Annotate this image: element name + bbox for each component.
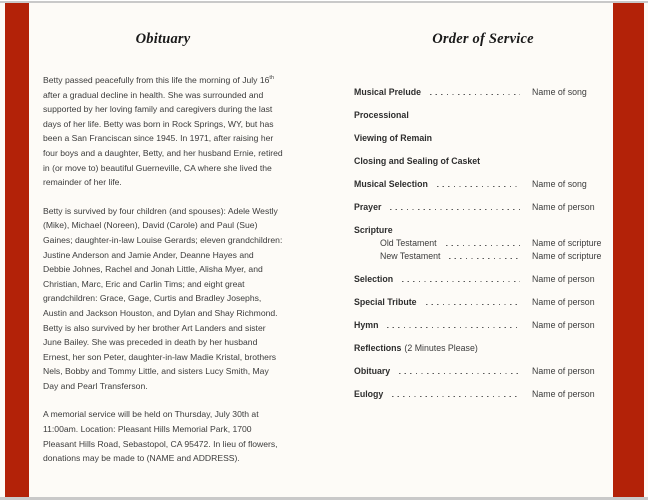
dotted-leader — [449, 258, 520, 259]
service-item-label: Selection — [354, 274, 394, 284]
service-item-processional — [354, 110, 612, 121]
dotted-leader — [430, 94, 520, 95]
dotted-leader — [392, 396, 520, 397]
service-item-special-tribute — [354, 297, 612, 308]
obituary-paragraph-2: Betty is survived by four children (and spouses): Adele Westly (Mike), Michael (Noreen), David (Carole) and Paul (Sue) Gaines; daughter-in-law Louise Gerards; eleven grandchildren: Justine Anderson and Jamie Ander, Deanne Hayes and Debbie Johnes, Rachel and Jonah Little, Alisha Myer, and Christian, Marc, Eric and Carlin Tims; and eight great grandchildren: Grace, Gage, Curtis and Bradley Josephs, Austin and Jackson Houston, and Dylan and Shay Richmond. Betty is also survived by her brother Art Landers and sister June Bailey. She was preceded in death by her husband Ernest, her son Peter, daughter-in-law Madie Kristal, brothers Nels, Bobby and Tommy Little, and sisters Lucy Smith, May Day and Pearl Transferson. — [43, 205, 283, 391]
service-item-label: Musical Prelude — [354, 87, 421, 97]
service-item-obituary — [354, 366, 612, 377]
service-subitem-label: New Testament — [380, 251, 441, 261]
service-item-label: Eulogy — [354, 389, 384, 399]
order-of-service-page — [354, 30, 612, 412]
order-of-service-title: Order of Service — [432, 31, 534, 47]
obituary-body — [43, 73, 283, 466]
service-item-label: Closing and Sealing of Casket — [354, 156, 481, 166]
service-subitem-value: Name of scripture — [532, 238, 602, 248]
service-item-label: Prayer — [354, 202, 382, 212]
service-item-musical-prelude — [354, 87, 612, 98]
service-item-viewing-of-remain — [354, 133, 612, 144]
service-item-closing-and-sealing — [354, 156, 612, 167]
service-subitem-value: Name of scripture — [532, 251, 602, 261]
dotted-leader — [390, 209, 520, 210]
order-of-service-list — [354, 87, 612, 400]
service-item-label: Obituary — [354, 366, 391, 376]
service-item-prayer — [354, 202, 612, 213]
service-item-value: Name of song — [532, 87, 587, 97]
date-ordinal-superscript: th — [269, 75, 275, 82]
service-subitem-label: Old Testament — [380, 238, 437, 248]
service-item-hymn — [354, 320, 612, 331]
service-item-scripture — [354, 225, 612, 236]
service-item-note: (2 Minutes Please) — [404, 343, 478, 353]
obituary-paragraph-3: A memorial service will be held on Thursday, July 30th at 11:00am. Location: Pleasant Hills Memorial Park, 1700 Pleasant Hills Road, Sebastopol, CA 95472. In lieu of flowers, donations may be made to (NAME and ADDRESS). — [43, 409, 278, 464]
dotted-leader — [437, 186, 520, 187]
service-subitem-old-testament — [380, 238, 612, 249]
service-item-value: Name of person — [532, 389, 595, 399]
service-item-eulogy — [354, 389, 612, 400]
service-item-musical-selection — [354, 179, 612, 190]
service-item-label: Hymn — [354, 320, 379, 330]
service-item-value: Name of song — [532, 179, 587, 189]
service-item-label: Viewing of Remain — [354, 133, 433, 143]
obituary-paragraph-1-rest: after a gradual decline in health. She was surrounded and supported by her loving family and caregivers during the last days of her life. Betty was born in Rock Springs, WY, but has been a San Franciscan since 1945. In 1971, after raising her four boys and a daughter, Betty, and her husband Ernie, retired in (or move to) beautiful Guerneville, CA where she lived the remainder of her life. — [43, 89, 283, 188]
program-sheet — [0, 1, 648, 500]
dotted-leader — [426, 304, 520, 305]
service-item-value: Name of person — [532, 297, 595, 307]
service-item-label: Reflections — [354, 343, 402, 353]
service-item-value: Name of person — [532, 320, 595, 330]
service-item-value: Name of person — [532, 366, 595, 376]
obituary-title: Obituary — [135, 31, 191, 47]
service-item-reflections — [354, 343, 612, 354]
dotted-leader — [402, 281, 520, 282]
right-accent-bar — [613, 3, 644, 497]
service-item-value: Name of person — [532, 274, 595, 284]
service-item-value: Name of person — [532, 202, 595, 212]
dotted-leader — [399, 373, 520, 374]
service-subitem-new-testament — [380, 251, 612, 262]
left-accent-bar — [5, 3, 29, 497]
service-item-label: Musical Selection — [354, 179, 428, 189]
service-item-label: Processional — [354, 110, 409, 120]
dotted-leader — [446, 245, 520, 246]
service-item-label: Special Tribute — [354, 297, 417, 307]
service-item-selection — [354, 274, 612, 285]
dotted-leader — [387, 327, 520, 328]
service-item-label: Scripture — [354, 225, 393, 235]
obituary-page — [43, 30, 283, 480]
obituary-paragraph-1 — [43, 73, 283, 190]
obituary-paragraph-1-lead: Betty passed peacefully from this life the morning of July 16 — [43, 75, 270, 85]
